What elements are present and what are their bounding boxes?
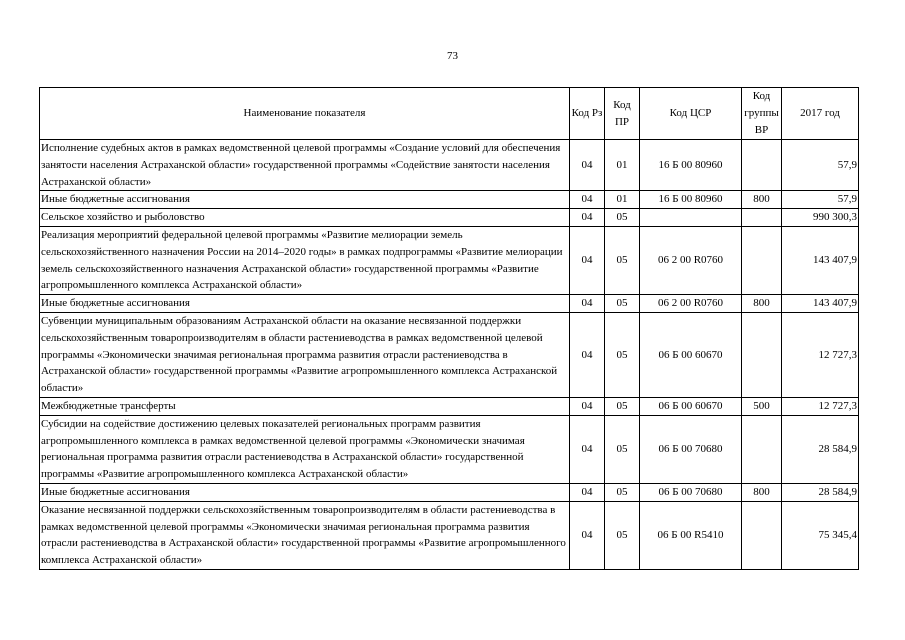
row-csr: 06 Б 00 60670 [640,312,742,397]
row-name: Сельское хозяйство и рыболовство [40,209,570,227]
row-amount: 143 407,9 [782,226,859,294]
row-amount: 990 300,3 [782,209,859,227]
row-csr: 16 Б 00 80960 [640,140,742,191]
row-csr: 06 2 00 R0760 [640,226,742,294]
row-amount: 57,9 [782,140,859,191]
row-name: Иные бюджетные ассигнования [40,295,570,313]
row-csr [640,209,742,227]
row-rz: 04 [570,140,605,191]
table-row [40,483,859,501]
row-vr [742,501,782,569]
row-rz: 04 [570,226,605,294]
row-vr [742,312,782,397]
table-row [40,140,859,191]
table-row [40,501,859,569]
row-amount: 75 345,4 [782,501,859,569]
table-row [40,295,859,313]
header-vr: Код группы ВР [742,88,782,140]
row-rz: 04 [570,191,605,209]
row-pr: 01 [605,191,640,209]
row-name: Субсидии на содействие достижению целевых показателей региональных программ развития агропромышленного комплекса в рамках ведомственной целевой программы «Экономически значимая региональная программа развития отрасли растениеводства в Астраханской области» государственной программы «Развитие агропромышленного комплекса Астраханской области» [40,415,570,483]
row-name: Реализация мероприятий федеральной целевой программы «Развитие мелиорации земель сельскохозяйственного назначения России на 2014–2020 годы» в рамках подпрограммы «Развитие мелиорации земель сельскохозяйственного назначения Астраханской области» государственной программы «Развитие агропромышленного комплекса Астраханской области» [40,226,570,294]
row-pr: 01 [605,140,640,191]
row-amount: 28 584,9 [782,415,859,483]
row-amount: 57,9 [782,191,859,209]
header-year: 2017 год [782,88,859,140]
row-vr: 800 [742,295,782,313]
row-rz: 04 [570,295,605,313]
row-name: Иные бюджетные ассигнования [40,483,570,501]
row-rz: 04 [570,483,605,501]
row-csr: 06 Б 00 R5410 [640,501,742,569]
header-pr: Код ПР [605,88,640,140]
row-rz: 04 [570,501,605,569]
row-name: Оказание несвязанной поддержки сельскохозяйственным товаропроизводителям в области растениеводства в рамках ведомственной целевой программы «Экономически значимая региональная программа развития отрасли растениеводства в Астраханской области» государственной программы «Развитие агропромышленного комплекса Астраханской области» [40,501,570,569]
row-vr: 500 [742,397,782,415]
row-amount: 12 727,3 [782,397,859,415]
row-vr: 800 [742,483,782,501]
row-amount: 28 584,9 [782,483,859,501]
row-pr: 05 [605,483,640,501]
row-name: Межбюджетные трансферты [40,397,570,415]
table-row [40,312,859,397]
row-csr: 06 Б 00 70680 [640,483,742,501]
row-vr [742,140,782,191]
header-name: Наименование показателя [40,88,570,140]
row-amount: 12 727,3 [782,312,859,397]
row-vr: 800 [742,191,782,209]
row-vr [742,209,782,227]
page-number: 73 [447,50,458,62]
row-pr: 05 [605,501,640,569]
row-pr: 05 [605,415,640,483]
row-csr: 16 Б 00 80960 [640,191,742,209]
row-rz: 04 [570,312,605,397]
row-vr [742,226,782,294]
header-csr: Код ЦСР [640,88,742,140]
table-row [40,415,859,483]
row-amount: 143 407,9 [782,295,859,313]
row-pr: 05 [605,295,640,313]
row-pr: 05 [605,209,640,227]
row-rz: 04 [570,415,605,483]
row-csr: 06 2 00 R0760 [640,295,742,313]
row-rz: 04 [570,397,605,415]
row-csr: 06 Б 00 70680 [640,415,742,483]
row-name: Иные бюджетные ассигнования [40,191,570,209]
table-row [40,209,859,227]
row-pr: 05 [605,312,640,397]
row-rz: 04 [570,209,605,227]
row-name: Субвенции муниципальным образованиям Астраханской области на оказание несвязанной поддержки сельскохозяйственным товаропроизводителям в области растениеводства в рамках ведомственной целевой программы «Экономически значимая региональная программа развития отрасли растениеводства в Астраханской области» государственной программы «Развитие агропромышленного комплекса Астраханской области» [40,312,570,397]
row-pr: 05 [605,397,640,415]
table-row [40,397,859,415]
header-rz: Код Рз [570,88,605,140]
row-csr: 06 Б 00 60670 [640,397,742,415]
row-name: Исполнение судебных актов в рамках ведомственной целевой программы «Создание условий для обеспечения занятости населения Астраханской области» государственной программы «Содействие занятости населения Астраханской области» [40,140,570,191]
table-row [40,226,859,294]
row-pr: 05 [605,226,640,294]
row-vr [742,415,782,483]
budget-table [39,87,859,570]
table-row [40,191,859,209]
header-row [40,88,859,140]
